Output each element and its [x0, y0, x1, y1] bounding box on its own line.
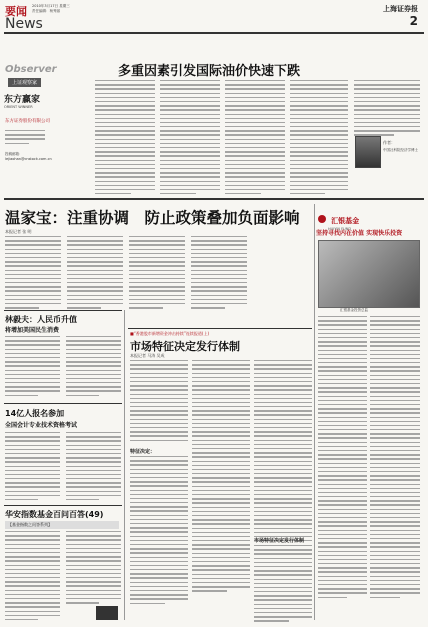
center-byline: 本报记者 马涛 吴成	[130, 353, 165, 358]
top-article-col-4	[290, 80, 348, 197]
top-article-col-2	[160, 80, 220, 197]
main-article-col-2	[67, 236, 123, 311]
page-number: 2	[409, 14, 418, 28]
top-article-col-3	[225, 80, 285, 197]
left3-sub: 【基金指数之问答系列】	[5, 521, 119, 529]
left1-body-2	[66, 336, 121, 399]
main-byline: 本报记者 张 明	[5, 229, 32, 234]
center-headline: 市场特征决定发行体制	[130, 340, 240, 353]
left-rule-1	[4, 310, 122, 311]
editor-line: 责任编辑：杨秀丽	[32, 9, 60, 13]
main-article-col-1	[5, 236, 61, 311]
left3-body-2	[66, 531, 121, 606]
top-headline: 多重因素引发国际油价快速下跌	[118, 64, 301, 79]
left2-body-1	[5, 432, 60, 503]
email-label: 投稿邮箱：	[5, 152, 23, 156]
center-subhead-1: 特征决定：	[130, 449, 156, 455]
center-subhead-2: 市场特征决定发行体制	[254, 538, 305, 544]
sidebar-body-1	[318, 316, 367, 601]
masthead-rule	[4, 32, 424, 34]
observer-body	[5, 130, 45, 147]
center-body-3	[254, 360, 312, 544]
orient-winner-logo-en: ORIENT WINNER	[4, 105, 33, 109]
sidebar-photo	[318, 240, 420, 308]
center-body-1	[130, 360, 188, 444]
center-kicker: ■“香港股市新增资金冲击持续”连续报道(上)	[130, 331, 210, 336]
vertical-rule-left	[124, 310, 125, 620]
email-address: lejiaohan@cnstock.com.cn	[5, 157, 52, 161]
vertical-rule-right	[314, 204, 315, 620]
left1-headline: 林毅夫：人民币升值	[5, 315, 77, 324]
author-note: 中国社科院经济学博士	[383, 148, 418, 152]
observer-sub: 上证观察家	[8, 78, 41, 87]
observer-label: Observer	[5, 64, 57, 75]
date-line: 2010年3月17日 星期三	[32, 4, 70, 8]
sidebar-headline: 坚持寻找内在价值 实现快乐投资	[316, 230, 403, 237]
top-section-rule	[4, 198, 424, 200]
huiyin-brand: 汇银基金	[331, 217, 360, 225]
left-rule-2	[4, 403, 122, 404]
left1-body-1	[5, 336, 60, 399]
center-rule	[128, 328, 312, 329]
section-en-label: News	[5, 16, 43, 32]
main-headline: 温家宝：注重协调 防止政策叠加负面影响	[5, 209, 300, 227]
main-article-col-3	[129, 236, 185, 311]
author-caption: 作者：	[383, 140, 395, 145]
left2-headline: 14亿人报名参加	[5, 409, 65, 418]
left1-headline-2: 将增加美国民生消费	[5, 327, 60, 334]
orient-winner-logo-text: 东方赢家	[4, 95, 41, 105]
sidebar-body-2	[370, 316, 420, 601]
center-body-3b	[254, 545, 312, 625]
center-body-2	[192, 360, 250, 595]
left3-body-1	[5, 531, 60, 623]
huiyin-logo-icon	[318, 215, 326, 223]
author-photo	[355, 136, 381, 168]
center-body-1b	[130, 456, 188, 607]
paper-name: 上海证券报	[383, 4, 418, 13]
left2-headline-2: 全国会计专业技术资格考试	[5, 422, 78, 429]
main-article-col-4	[191, 236, 247, 311]
top-article-col-1	[95, 80, 155, 197]
top-article-col-5	[354, 80, 420, 139]
sidebar-photo-caption: 汇银基金投资总监	[340, 308, 368, 312]
huiyin-brand-en: HUIYIN FUND	[328, 227, 352, 231]
left-rule-3	[4, 505, 122, 506]
orient-winner-logo	[4, 92, 44, 112]
huaan-logo	[96, 606, 118, 620]
left2-body-2	[66, 432, 121, 503]
company-name: 东方证券股份有限公司	[5, 119, 50, 124]
left3-headline: 华安指数基金百问百答(49)	[5, 510, 104, 519]
section-label: 要闻	[5, 5, 27, 18]
